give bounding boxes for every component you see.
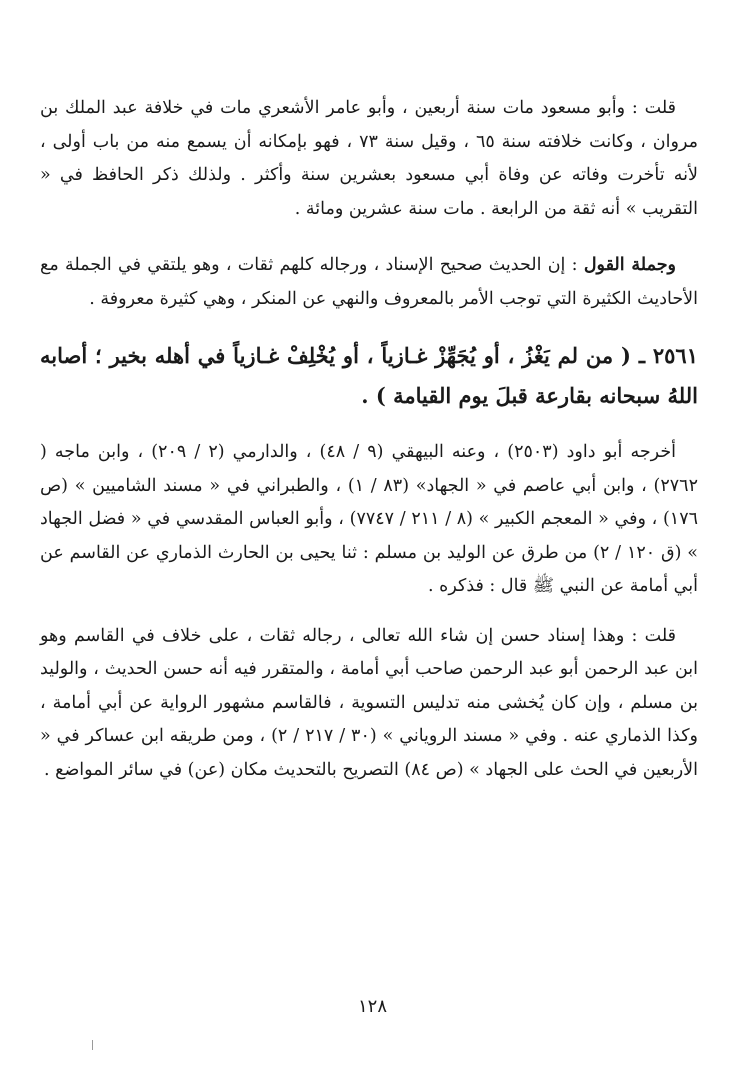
paragraph-3: أخرجه أبو داود (٢٥٠٣) ، وعنه البيهقي (٩ / ٤٨) ، والدارمي (٢ / ٢٠٩) ، وابن ماجه ( ٢٧٦٢) ، وابن أبي عاصم في « الجهاد» (٨٣ / ١) ، والطبراني في « مسند الشاميين » (ص ١٧٦) ، وفي « المعجم الكبير » (٨ / ٢١١ / ٧٧٤٧) ، وأبو العباس المقدسي في « فضل الجهاد » (ق ١٢٠ / ٢) من طرق عن الوليد بن مسلم : ثنا يحيى بن الحارث الذماري عن القاسم عن أبي أمامة عن النبي ﷺ قال : فذكره . <box>40 442 699 596</box>
paragraph-gap <box>40 416 698 436</box>
hadith-heading: ٢٥٦١ ـ ( من لم يَغْزُ ، أو يُجَهِّزْ غـازياً ، أو يُخْلِفْ غـازياً في أهله بخير ؛ أصابه اللهُ سبحانه بقارعة قبلَ يوم القيامة ) . <box>40 343 698 408</box>
scan-mark <box>92 1040 93 1050</box>
paragraph-2 <box>40 249 698 316</box>
paragraph-gap <box>40 604 698 620</box>
paragraph-1: قلت : وأبو مسعود مات سنة أربعين ، وأبو عامر الأشعري مات في خلافة عبد الملك بن مروان ، وكانت خلافته سنة ٦٥ ، وقيل سنة ٧٣ ، فهو بإمكانه أن يسمع منه من باب أولى ، لأنه تأخرت وفاته عن وفاة أبي مسعود بعشرين سنة وأكثر . ولذلك ذكر الحافظ في « التقريب » أنه ثقة من الرابعة . مات سنة عشرين ومائة . <box>40 98 698 219</box>
paragraph-4: قلت : وهذا إسناد حسن إن شاء الله تعالى ، رجاله ثقات ، على خلاف في القاسم وهو ابن عبد الرحمن أبو عبد الرحمن صاحب أبي أمامة ، والمتقرر فيه أنه حسن الحديث ، والوليد بن مسلم ، وإن كان يُخشى منه تدليس التسوية ، فالقاسم مشهور الرواية عن أبي أمامة ، وكذا الذماري عنه . وفي « مسند الروياني » (٣٠ / ٢١٧ / ٢) ، ومن طريقه ابن عساكر في « الأربعين في الحث على الجهاد » (ص ٨٤) التصريح بالتحديث مكان (عن) في سائر المواضع . <box>40 625 699 780</box>
paragraph-2-lead: وجملة القول <box>583 255 676 275</box>
page-number: ١٢٨ <box>357 996 387 1017</box>
paragraph-2-text: : إن الحديث صحيح الإسناد ، ورجاله كلهم ثقات ، وهو يلتقي في الجملة مع الأحاديث الكثيرة التي توجب الأمر بالمعروف والنهي عن المنكر ، وهي كثيرة معروفة . <box>40 255 698 309</box>
paragraph-gap <box>40 316 698 336</box>
paragraph-gap <box>40 226 698 249</box>
page-body <box>40 92 698 787</box>
